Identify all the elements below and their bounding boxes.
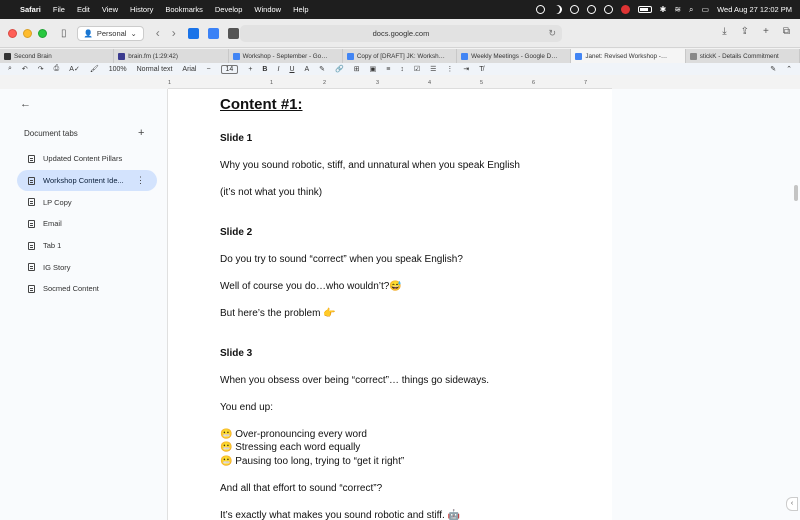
doc-tab-item[interactable] (17, 148, 157, 170)
clear-format-icon[interactable]: T̸ (479, 65, 484, 73)
menu-clock[interactable]: Wed Aug 27 12:02 PM (717, 5, 792, 14)
extension-icon-2[interactable] (208, 28, 219, 39)
tab-bar (0, 49, 800, 63)
doc-paragraph: It’s exactly what makes you sound robotic and stiff. 🤖 (220, 510, 460, 520)
doc-paragraph: (it’s not what you think) (220, 187, 323, 198)
document-icon (28, 285, 35, 293)
document-icon (28, 198, 35, 206)
tab-favicon (461, 53, 468, 60)
tab-label: Copy of [DRAFT] JK: Worksh… (356, 52, 445, 60)
ruler-tick: 4 (428, 80, 432, 86)
menu-bookmarks[interactable]: Bookmarks (165, 5, 203, 14)
scrollbar-thumb[interactable] (794, 185, 798, 201)
browser-tab[interactable] (0, 49, 114, 63)
tab-label: brain.fm (1:29:42) (128, 52, 178, 60)
doc-paragraph: Well of course you do…who wouldn’t?😅 (220, 281, 402, 292)
back-button[interactable]: ‹ (155, 26, 160, 40)
docs-toolbar (0, 63, 800, 75)
font-size-increase[interactable]: + (248, 65, 253, 73)
zoom-select[interactable]: 100% (108, 65, 127, 73)
doc-tab-label: Workshop Content Ide... (43, 176, 124, 186)
print-icon[interactable]: ⎙ (53, 65, 60, 72)
spellcheck-icon[interactable]: A✓ (69, 66, 80, 73)
profile-selector[interactable] (77, 26, 144, 41)
menu-develop[interactable]: Develop (214, 5, 243, 14)
sidebar-heading: Document tabs (24, 129, 78, 138)
bluetooth-icon[interactable]: ✱ (659, 5, 667, 14)
ruler-tick: 2 (323, 80, 327, 86)
tab-favicon (690, 53, 697, 60)
document-icon (28, 263, 35, 271)
underline-icon[interactable]: U (289, 65, 295, 73)
line-spacing-icon[interactable]: ↕ (400, 65, 404, 73)
address-bar[interactable] (240, 25, 562, 42)
menu-file[interactable]: File (52, 5, 65, 14)
extension-icon-1[interactable] (188, 28, 199, 39)
moon-icon[interactable] (553, 5, 562, 14)
menu-history[interactable]: History (130, 5, 154, 14)
status-icon[interactable] (536, 5, 545, 14)
browser-tab[interactable] (457, 49, 571, 63)
tab-favicon (4, 53, 11, 60)
menu-window[interactable]: Window (254, 5, 282, 14)
doc-paragraph: Slide 2 (220, 227, 253, 238)
bold-icon[interactable]: B (262, 65, 268, 73)
doc-paragraph: Do you try to sound “correct” when you speak English? (220, 254, 463, 265)
doc-paragraph: And all that effort to sound “correct”? (220, 483, 383, 494)
ruler-tick: 3 (376, 80, 380, 86)
doc-paragraph: Why you sound robotic, stiff, and unnatural when you speak English (220, 160, 520, 171)
doc-tab-item[interactable] (17, 235, 157, 257)
document-tab-list (17, 148, 157, 300)
menu-help[interactable]: Help (293, 5, 309, 14)
document-tabs-sidebar (0, 89, 168, 520)
tab-favicon (233, 53, 240, 60)
tab-label: stickK - Details Commitment (699, 52, 779, 60)
doc-tab-label: Updated Content Pillars (43, 154, 123, 164)
record-icon[interactable] (621, 5, 630, 14)
comment-icon[interactable]: ⊞ (353, 66, 360, 73)
doc-paragraph: 😬 Pausing too long, trying to “get it right” (220, 456, 405, 467)
share-icon[interactable]: ⇪ (740, 26, 750, 37)
tab-overview-icon[interactable]: ⧉ (782, 26, 790, 37)
doc-tab-item[interactable] (17, 256, 157, 278)
ruler-tick: 1 (270, 80, 274, 86)
clock-icon[interactable] (604, 5, 613, 14)
doc-tab-label: Email (43, 219, 62, 229)
side-panel-toggle[interactable]: ‹ (786, 497, 798, 511)
add-tab-button[interactable]: + (138, 127, 145, 139)
ruler-tick: 5 (480, 80, 484, 86)
doc-paragraph: Slide 3 (220, 348, 253, 359)
tab-label: Second Brain (14, 52, 52, 60)
doc-tab-label: Tab 1 (43, 241, 62, 251)
browser-toolbar (0, 19, 800, 48)
close-window-button[interactable] (8, 29, 17, 38)
search-icon[interactable]: ⌕ (689, 4, 694, 14)
ruler-tick: 6 (532, 80, 536, 86)
indent-icon[interactable]: ⇥ (463, 66, 470, 73)
highlight-icon[interactable]: ✎ (319, 66, 326, 73)
window-controls (8, 29, 47, 38)
person-icon: 👤 (83, 28, 93, 38)
download-icon[interactable]: ⤓ (722, 26, 727, 37)
text-color-icon[interactable]: A (304, 65, 310, 73)
search-menus-icon[interactable]: ⌕ (8, 65, 12, 72)
tab-favicon (118, 53, 125, 60)
style-select[interactable]: Normal text (136, 65, 173, 73)
document-heading: Content #1: (220, 96, 303, 113)
document-icon (28, 242, 35, 250)
doc-tab-item[interactable] (17, 191, 157, 213)
url-text: docs.google.com (372, 29, 430, 38)
browser-tab[interactable] (229, 49, 343, 63)
tab-label: Workshop - September - Go… (242, 52, 328, 60)
minus-circle-icon[interactable] (587, 5, 596, 14)
control-center-icon[interactable]: ▭ (701, 5, 710, 14)
numbered-list-icon[interactable]: ⋮ (446, 66, 454, 73)
browser-tab[interactable] (114, 49, 228, 63)
doc-paragraph: But here’s the problem 👉 (220, 308, 336, 319)
sidebar-toggle-icon[interactable]: ▯ (61, 27, 67, 39)
doc-tab-item[interactable] (17, 213, 157, 235)
menu-view[interactable]: View (101, 5, 119, 14)
doc-paragraph: When you obsess over being “correct”… things go sideways. (220, 375, 490, 386)
document-icon (28, 177, 35, 185)
browser-tab-active[interactable] (571, 49, 685, 63)
paint-format-icon[interactable]: 🖌 (89, 66, 99, 73)
doc-tab-label: LP Copy (43, 197, 72, 207)
doc-paragraph: Slide 1 (220, 133, 253, 144)
document-icon (28, 155, 35, 163)
doc-tab-item-selected[interactable] (17, 170, 157, 192)
image-icon[interactable]: ▣ (369, 66, 377, 73)
battery-icon[interactable] (638, 6, 652, 13)
right-gutter (612, 89, 800, 520)
doc-paragraph: You end up: (220, 402, 274, 413)
undo-icon[interactable]: ↶ (21, 66, 28, 73)
more-options-icon[interactable]: ⋮ (136, 175, 145, 186)
link-icon[interactable]: 🔗 (335, 66, 344, 73)
doc-paragraph: 😬 Stressing each word equally (220, 442, 361, 453)
play-icon[interactable] (570, 5, 579, 14)
forward-button[interactable]: › (171, 26, 176, 40)
document-page[interactable] (168, 89, 612, 520)
font-size-decrease[interactable]: − (206, 65, 211, 73)
doc-tab-item[interactable] (17, 278, 157, 300)
new-tab-icon[interactable]: + (763, 26, 769, 37)
checklist-icon[interactable]: ☑ (413, 66, 421, 73)
browser-tab[interactable] (686, 49, 800, 63)
collapse-toolbar-icon[interactable]: ⌃ (786, 66, 792, 73)
italic-icon[interactable]: I (277, 65, 280, 73)
tab-label: Weekly Meetings - Google D… (471, 52, 558, 60)
doc-tab-label: Socmed Content (43, 284, 99, 294)
wifi-icon[interactable]: ≋ (674, 5, 682, 14)
bullet-list-icon[interactable]: ☰ (430, 66, 437, 73)
browser-tab[interactable] (343, 49, 457, 63)
reload-icon[interactable]: ↻ (548, 28, 556, 38)
tab-favicon (347, 53, 354, 60)
extension-icon-3[interactable] (228, 28, 239, 39)
ruler-tick: 7 (584, 80, 588, 86)
menu-edit[interactable]: Edit (76, 5, 90, 14)
editing-mode-icon[interactable]: ✎ (770, 66, 777, 73)
align-icon[interactable]: ≡ (386, 65, 391, 73)
ruler-tick: 1 (168, 80, 172, 86)
minimize-window-button[interactable] (23, 29, 32, 38)
back-arrow-icon[interactable]: ← (20, 98, 31, 110)
doc-paragraph: 😬 Over-pronouncing every word (220, 429, 367, 440)
menu-app[interactable]: Safari (20, 5, 41, 14)
font-size-input[interactable]: 14 (221, 65, 239, 74)
menu-bar (0, 0, 800, 19)
doc-tab-label: IG Story (43, 262, 71, 272)
document-icon (28, 220, 35, 228)
font-select[interactable]: Arial (182, 65, 197, 73)
redo-icon[interactable]: ↷ (37, 66, 44, 73)
tab-favicon (575, 53, 582, 60)
profile-label: Personal (96, 28, 127, 38)
tab-label: Janet: Revised Workshop -… (585, 52, 668, 60)
ruler[interactable] (168, 80, 612, 89)
chevron-down-icon: ⌄ (130, 28, 137, 38)
zoom-window-button[interactable] (38, 29, 47, 38)
